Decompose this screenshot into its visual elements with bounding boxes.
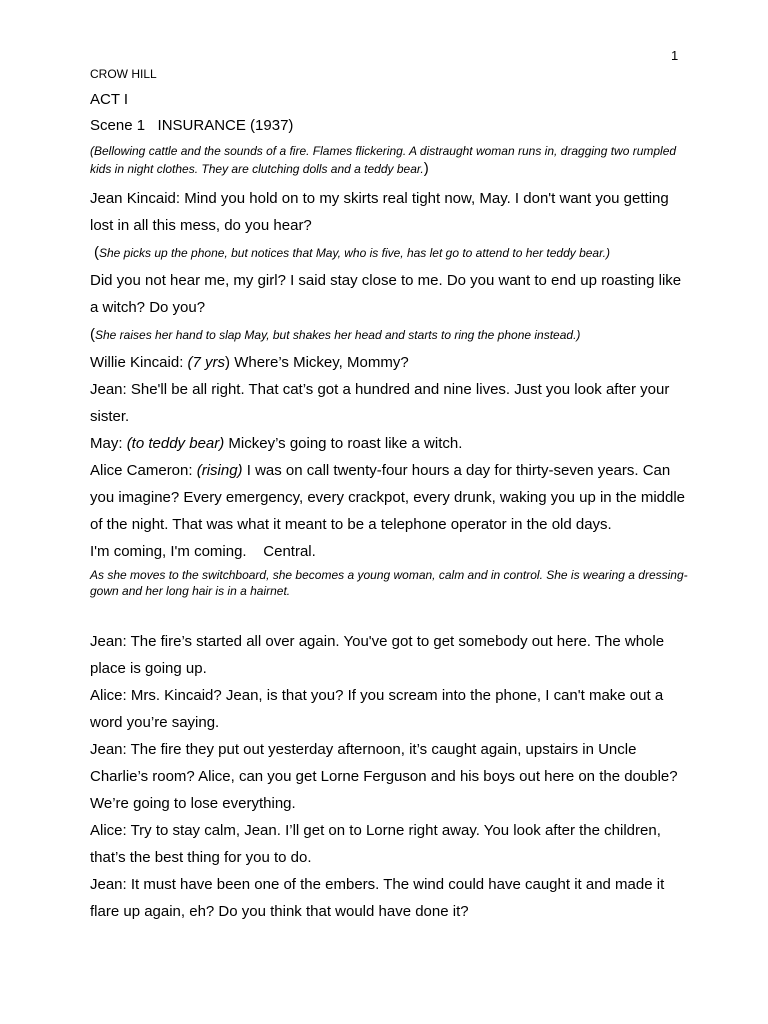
scene-heading: Scene 1 INSURANCE (1937) xyxy=(90,117,294,134)
page-number: 1 xyxy=(671,48,679,63)
alice-direction: (rising) xyxy=(196,462,243,479)
dialogue-line-1: Jean Kincaid: Mind you hold on to my skirts real tight now, May. I don't want you getting lost in all this mess, do you hear? xyxy=(90,190,669,234)
speaker-willie: Willie Kincaid: xyxy=(90,354,188,371)
dialogue-line-12: Jean: It must have been one of the embers. The wind could have caught it and made it flare up again, eh? Do you think that would have done it? xyxy=(90,876,665,920)
act-heading: ACT I xyxy=(90,91,129,108)
dialogue-line-3 xyxy=(90,349,690,376)
transition-stage-direction: As she moves to the switchboard, she becomes a young woman, calm and in control. She is wearing a dressing-gown and her long hair is in a hairnet. xyxy=(90,568,688,598)
willie-direction: (7 yrs xyxy=(187,354,226,371)
stage-direction-1-text: She picks up the phone, but notices that May, who is five, has let go to attend to her teddy bear.) xyxy=(99,246,610,260)
opening-stage-direction xyxy=(90,143,690,178)
willie-text: ) Where’s Mickey, Mommy? xyxy=(225,354,409,371)
stage-direction-2-text: She raises her hand to slap May, but shakes her head and starts to ring the phone instead.) xyxy=(95,328,581,342)
dialogue-line-4: Jean: She'll be all right. That cat’s got a hundred and nine lives. Just you look after your sister. xyxy=(90,381,670,425)
play-title: CROW HILL xyxy=(90,67,157,81)
stage-direction-2 xyxy=(90,321,690,349)
speaker-may: May: xyxy=(90,435,127,452)
dialogue-line-11: Alice: Try to stay calm, Jean. I’ll get on to Lorne right away. You look after the children, that’s the best thing for you to do. xyxy=(90,822,661,866)
stage-direction-1-paren: ( xyxy=(94,244,99,261)
alice-text: I was on call twenty-four hours a day for thirty-seven years. Can you imagine? Every emergency, every crackpot, every drunk, waking you up in the middle of the night. That was what it meant to be a telephone operator in the old days. xyxy=(90,462,686,533)
dialogue-line-9: Alice: Mrs. Kincaid? Jean, is that you? If you scream into the phone, I can't make out a word you’re saying. xyxy=(90,687,664,731)
stage-direction-1 xyxy=(90,239,690,267)
dialogue-line-7: I'm coming, I'm coming. Central. xyxy=(90,543,316,560)
script-body xyxy=(90,66,690,925)
may-direction: (to teddy bear) xyxy=(126,435,225,452)
may-text: Mickey’s going to roast like a witch. xyxy=(224,435,463,452)
dialogue-line-6 xyxy=(90,457,690,538)
dialogue-line-2: Did you not hear me, my girl? I said stay close to me. Do you want to end up roasting like a witch? Do you? xyxy=(90,272,682,316)
dialogue-line-5 xyxy=(90,430,690,457)
dialogue-line-10: Jean: The fire they put out yesterday afternoon, it’s caught again, upstairs in Uncle Charlie’s room? Alice, can you get Lorne Ferguson and his boys out here on the double? We’re going to lose everything. xyxy=(90,741,678,812)
opening-direction-text: (Bellowing cattle and the sounds of a fire. Flames flickering. A distraught woman runs in, dragging two rumpled kids in night clothes. They are clutching dolls and a teddy bear. xyxy=(90,144,677,176)
stage-direction-2-paren: ( xyxy=(90,326,95,343)
opening-direction-close: ) xyxy=(423,160,429,177)
dialogue-line-8: Jean: The fire’s started all over again. You've got to get somebody out here. The whole place is going up. xyxy=(90,633,665,677)
speaker-alice-cameron: Alice Cameron: xyxy=(90,462,197,479)
